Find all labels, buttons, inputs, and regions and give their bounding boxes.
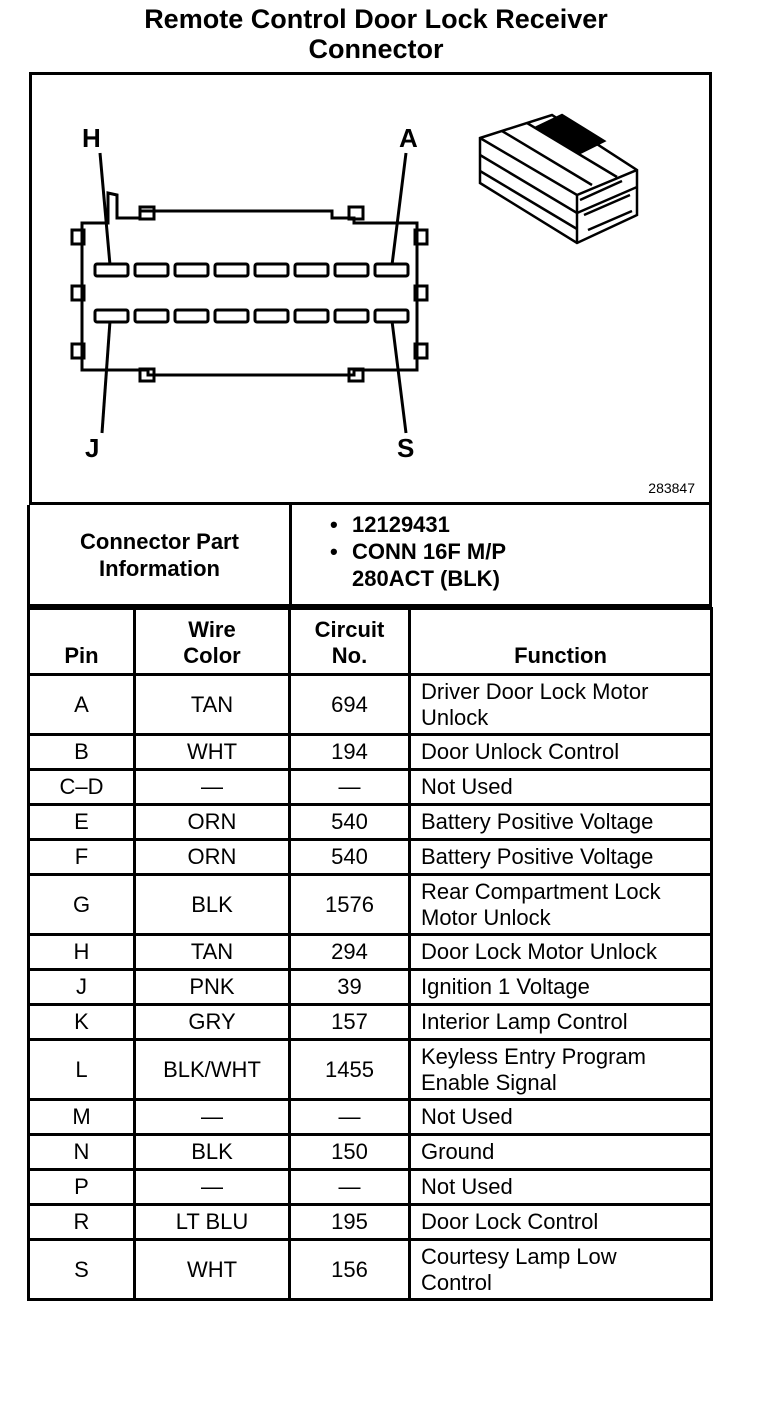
connector-body-outline <box>82 193 417 375</box>
table-header-row <box>29 609 712 675</box>
wire-color-cell: GRY <box>135 1005 290 1040</box>
table-row <box>29 875 712 935</box>
function-cell: Driver Door Lock Motor Unlock <box>410 675 712 735</box>
part-info-label-line-1: Connector Part <box>80 528 239 554</box>
terminal-row-lower <box>95 310 408 322</box>
function-cell: Not Used <box>410 770 712 805</box>
title-line-2: Connector <box>308 34 444 64</box>
header-wire-color: Wire Color <box>135 609 290 675</box>
table-row <box>29 1100 712 1135</box>
leader-line-j <box>102 321 110 433</box>
pin-cell: R <box>29 1205 135 1240</box>
leader-line-s <box>392 321 406 433</box>
table-row <box>29 735 712 770</box>
circuit-cell: — <box>290 1100 410 1135</box>
function-cell: Ignition 1 Voltage <box>410 970 712 1005</box>
pin-label-s: S <box>397 433 415 463</box>
function-cell: Ground <box>410 1135 712 1170</box>
wire-color-cell: BLK <box>135 875 290 935</box>
pin-cell: C–D <box>29 770 135 805</box>
pin-cell: L <box>29 1040 135 1100</box>
function-cell: Keyless Entry Program Enable Signal <box>410 1040 712 1100</box>
function-cell: Courtesy Lamp Low Control <box>410 1240 712 1300</box>
circuit-cell: 694 <box>290 675 410 735</box>
wire-color-cell: TAN <box>135 675 290 735</box>
table-row <box>29 935 712 970</box>
pin-label-j: J <box>85 433 100 463</box>
pin-cell: H <box>29 935 135 970</box>
function-cell: Rear Compartment Lock Motor Unlock <box>410 875 712 935</box>
pin-cell: G <box>29 875 135 935</box>
part-info-values <box>330 511 710 592</box>
table-row <box>29 675 712 735</box>
function-cell: Battery Positive Voltage <box>410 805 712 840</box>
pin-cell: A <box>29 675 135 735</box>
figure-reference-number: 283847 <box>648 480 695 496</box>
table-row <box>29 840 712 875</box>
wire-color-cell: — <box>135 770 290 805</box>
wire-color-cell: — <box>135 1100 290 1135</box>
connector-description: • CONN 16F M/P <box>330 538 710 565</box>
circuit-cell: 194 <box>290 735 410 770</box>
pin-cell: P <box>29 1170 135 1205</box>
leader-line-a <box>392 153 406 265</box>
pin-label-a: A <box>399 123 418 153</box>
table-row <box>29 1170 712 1205</box>
table-row <box>29 770 712 805</box>
circuit-cell: 540 <box>290 805 410 840</box>
wire-color-cell: WHT <box>135 1240 290 1300</box>
circuit-cell: 540 <box>290 840 410 875</box>
wire-color-cell: — <box>135 1170 290 1205</box>
wire-color-cell: TAN <box>135 935 290 970</box>
wire-color-cell: WHT <box>135 735 290 770</box>
terminal-row-upper <box>95 264 408 276</box>
function-cell: Door Lock Motor Unlock <box>410 935 712 970</box>
pin-table <box>27 607 713 1301</box>
header-circuit-no: Circuit No. <box>290 609 410 675</box>
pin-cell: K <box>29 1005 135 1040</box>
wire-color-cell: LT BLU <box>135 1205 290 1240</box>
function-cell: Not Used <box>410 1100 712 1135</box>
circuit-cell: 1576 <box>290 875 410 935</box>
circuit-cell: 156 <box>290 1240 410 1300</box>
top-tab-left <box>140 207 154 219</box>
table-row <box>29 1040 712 1100</box>
table-row <box>29 1205 712 1240</box>
function-cell: Door Lock Control <box>410 1205 712 1240</box>
table-row <box>29 1240 712 1300</box>
circuit-cell: 294 <box>290 935 410 970</box>
function-cell: Battery Positive Voltage <box>410 840 712 875</box>
part-info-label-line-2: Information <box>98 555 220 581</box>
connector-part-information <box>27 505 712 607</box>
wire-color-cell: ORN <box>135 840 290 875</box>
table-row <box>29 970 712 1005</box>
circuit-cell: 195 <box>290 1205 410 1240</box>
connector-isometric-icon <box>480 115 637 243</box>
connector-diagram <box>29 72 712 505</box>
circuit-cell: 39 <box>290 970 410 1005</box>
pin-label-h: H <box>82 123 101 153</box>
pin-cell: S <box>29 1240 135 1300</box>
header-function: Function <box>410 609 712 675</box>
circuit-cell: 150 <box>290 1135 410 1170</box>
circuit-cell: — <box>290 770 410 805</box>
function-cell: Not Used <box>410 1170 712 1205</box>
circuit-cell: — <box>290 1170 410 1205</box>
part-number: • 12129431 <box>330 511 710 538</box>
pin-cell: M <box>29 1100 135 1135</box>
table-row <box>29 1005 712 1040</box>
circuit-cell: 1455 <box>290 1040 410 1100</box>
connector-drawing <box>32 75 709 502</box>
pin-cell: B <box>29 735 135 770</box>
page-title <box>0 4 752 64</box>
part-info-label <box>30 505 292 604</box>
table-row <box>29 805 712 840</box>
pin-cell: N <box>29 1135 135 1170</box>
wire-color-cell: BLK <box>135 1135 290 1170</box>
connector-description-line-2: 280ACT (BLK) <box>352 566 500 591</box>
pin-cell: E <box>29 805 135 840</box>
function-cell: Door Unlock Control <box>410 735 712 770</box>
function-cell: Interior Lamp Control <box>410 1005 712 1040</box>
header-pin: Pin <box>29 609 135 675</box>
table-row <box>29 1135 712 1170</box>
wire-color-cell: PNK <box>135 970 290 1005</box>
wire-color-cell: ORN <box>135 805 290 840</box>
pin-cell: J <box>29 970 135 1005</box>
pin-cell: F <box>29 840 135 875</box>
circuit-cell: 157 <box>290 1005 410 1040</box>
wire-color-cell: BLK/WHT <box>135 1040 290 1100</box>
title-line-1: Remote Control Door Lock Receiver <box>144 4 608 34</box>
